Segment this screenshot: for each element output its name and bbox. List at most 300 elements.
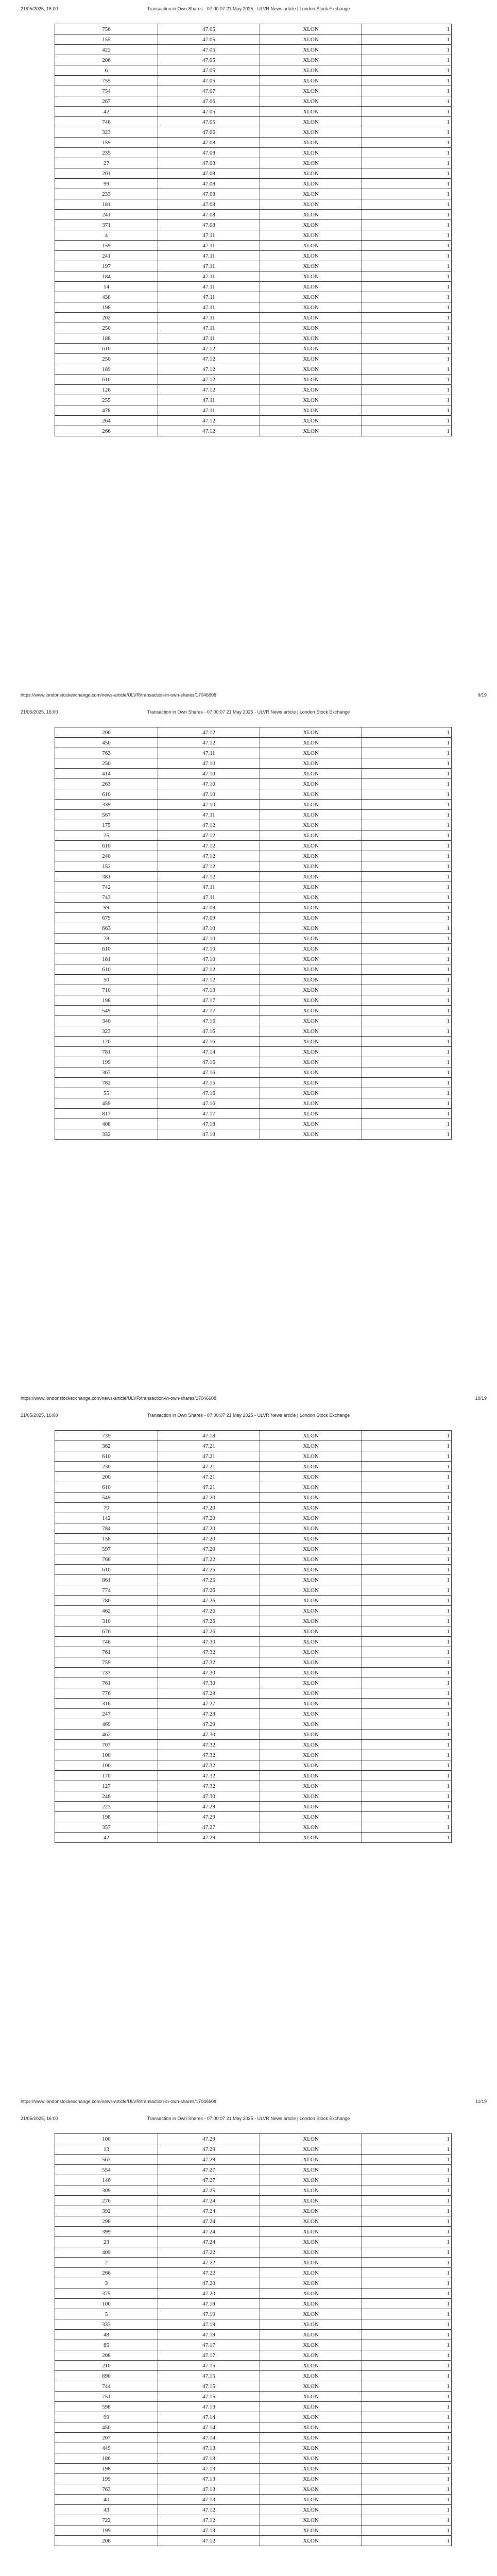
volume-cell: 861 xyxy=(55,1575,158,1585)
trade-cell: 1 xyxy=(362,1565,452,1575)
venue-cell: XLON xyxy=(260,2536,362,2546)
trade-cell: 1 xyxy=(362,2134,452,2144)
page xyxy=(0,1406,497,2110)
price-cell: 47.11 xyxy=(158,282,260,292)
volume-cell: 679 xyxy=(55,913,158,923)
price-cell: 47.13 xyxy=(158,2484,260,2495)
venue-cell: XLON xyxy=(260,1730,362,1740)
trade-cell: 1 xyxy=(362,1575,452,1585)
volume-cell: 782 xyxy=(55,1078,158,1088)
trade-cell: 1 xyxy=(362,107,452,117)
table-row xyxy=(55,2371,452,2381)
table-row xyxy=(55,851,452,861)
venue-cell: XLON xyxy=(260,2505,362,2515)
venue-cell: XLON xyxy=(260,882,362,892)
table-row xyxy=(55,1606,452,1616)
source-url: https://www.londonstockexchange.com/news-article/ULVR/transaction-in-own-shares/17046608 xyxy=(21,692,217,698)
trade-cell: 1 xyxy=(362,1833,452,1843)
table-row xyxy=(55,789,452,800)
price-cell: 47.24 xyxy=(158,2196,260,2206)
price-cell: 47.20 xyxy=(158,1523,260,1534)
page-footer xyxy=(0,1395,497,1402)
venue-cell: XLON xyxy=(260,2237,362,2247)
venue-cell: XLON xyxy=(260,1006,362,1016)
volume-cell: 739 xyxy=(55,1431,158,1441)
venue-cell: XLON xyxy=(260,395,362,405)
volume-cell: 754 xyxy=(55,86,158,96)
volume-cell: 70 xyxy=(55,1503,158,1513)
table-row xyxy=(55,2536,452,2546)
price-cell: 47.08 xyxy=(158,220,260,230)
table-row xyxy=(55,1771,452,1781)
volume-cell: 159 xyxy=(55,138,158,148)
table-row xyxy=(55,913,452,923)
table-row xyxy=(55,158,452,168)
volume-cell: 392 xyxy=(55,2206,158,2216)
table-row xyxy=(55,405,452,416)
trade-cell: 1 xyxy=(362,2515,452,2526)
trade-cell: 1 xyxy=(362,2464,452,2474)
volume-cell: 99 xyxy=(55,179,158,189)
price-cell: 47.30 xyxy=(158,1791,260,1802)
document-title: Transaction in Own Shares - 07:00:07 21 May 2025 - ULVR News article | London Stock Exchange xyxy=(147,709,350,715)
venue-cell: XLON xyxy=(260,1771,362,1781)
print-date: 21/05/2025, 16:00 xyxy=(21,709,58,715)
table-row xyxy=(55,86,452,96)
volume-cell: 199 xyxy=(55,1057,158,1067)
volume-cell: 198 xyxy=(55,1812,158,1822)
volume-cell: 422 xyxy=(55,45,158,55)
volume-cell: 146 xyxy=(55,2175,158,2185)
price-cell: 47.12 xyxy=(158,975,260,985)
volume-cell: 181 xyxy=(55,199,158,210)
trade-cell: 1 xyxy=(362,2526,452,2536)
volume-cell: 198 xyxy=(55,995,158,1006)
price-cell: 47.19 xyxy=(158,2330,260,2340)
price-cell: 47.11 xyxy=(158,892,260,903)
volume-cell: 722 xyxy=(55,2515,158,2526)
table-row xyxy=(55,1078,452,1088)
volume-cell: 142 xyxy=(55,1513,158,1523)
price-cell: 47.12 xyxy=(158,851,260,861)
trade-cell: 1 xyxy=(362,2268,452,2278)
volume-cell: 200 xyxy=(55,727,158,738)
price-cell: 47.12 xyxy=(158,820,260,831)
price-cell: 47.10 xyxy=(158,789,260,800)
trade-cell: 1 xyxy=(362,1771,452,1781)
page xyxy=(0,0,497,703)
trade-cell: 1 xyxy=(362,1647,452,1657)
venue-cell: XLON xyxy=(260,1740,362,1750)
price-cell: 47.11 xyxy=(158,748,260,758)
price-cell: 47.11 xyxy=(158,333,260,344)
volume-cell: 610 xyxy=(55,344,158,354)
print-date: 21/05/2025, 16:00 xyxy=(21,1413,58,1418)
trade-cell: 1 xyxy=(362,913,452,923)
trade-cell: 1 xyxy=(362,2278,452,2289)
trade-cell: 1 xyxy=(362,86,452,96)
table-row xyxy=(55,55,452,65)
table-row xyxy=(55,282,452,292)
price-cell: 47.20 xyxy=(158,1503,260,1513)
volume-cell: 100 xyxy=(55,1760,158,1771)
table-row xyxy=(55,2392,452,2402)
trade-cell: 1 xyxy=(362,230,452,241)
volume-cell: 690 xyxy=(55,2371,158,2381)
trade-cell: 1 xyxy=(362,364,452,375)
volume-cell: 450 xyxy=(55,738,158,748)
table-row xyxy=(55,2422,452,2433)
price-cell: 47.20 xyxy=(158,1493,260,1503)
venue-cell: XLON xyxy=(260,117,362,127)
trade-cell: 1 xyxy=(362,903,452,913)
table-row xyxy=(55,1431,452,1441)
volume-cell: 761 xyxy=(55,1647,158,1657)
table-row xyxy=(55,1523,452,1534)
table-row xyxy=(55,2361,452,2371)
trade-cell: 1 xyxy=(362,2381,452,2392)
venue-cell: XLON xyxy=(260,189,362,199)
table-row xyxy=(55,1688,452,1699)
price-cell: 47.12 xyxy=(158,426,260,436)
venue-cell: XLON xyxy=(260,1544,362,1554)
price-cell: 47.32 xyxy=(158,1740,260,1750)
volume-cell: 276 xyxy=(55,2196,158,2206)
price-cell: 47.20 xyxy=(158,1544,260,1554)
price-cell: 47.08 xyxy=(158,138,260,148)
volume-cell: 263 xyxy=(55,779,158,789)
venue-cell: XLON xyxy=(260,2392,362,2402)
table-row xyxy=(55,1109,452,1119)
volume-cell: 127 xyxy=(55,1781,158,1791)
venue-cell: XLON xyxy=(260,354,362,364)
trade-cell: 1 xyxy=(362,1544,452,1554)
trade-cell: 1 xyxy=(362,1523,452,1534)
trade-cell: 1 xyxy=(362,779,452,789)
table-row xyxy=(55,1067,452,1078)
venue-cell: XLON xyxy=(260,2453,362,2464)
volume-cell: 663 xyxy=(55,923,158,934)
price-cell: 47.12 xyxy=(158,375,260,385)
table-row xyxy=(55,35,452,45)
volume-cell: 266 xyxy=(55,2268,158,2278)
venue-cell: XLON xyxy=(260,138,362,148)
trade-cell: 1 xyxy=(362,1037,452,1047)
volume-cell: 223 xyxy=(55,1802,158,1812)
trade-cell: 1 xyxy=(362,841,452,851)
volume-cell: 266 xyxy=(55,426,158,436)
trade-cell: 1 xyxy=(362,727,452,738)
venue-cell: XLON xyxy=(260,76,362,86)
trade-cell: 1 xyxy=(362,748,452,758)
venue-cell: XLON xyxy=(260,282,362,292)
table-row xyxy=(55,2402,452,2412)
volume-cell: 610 xyxy=(55,1565,158,1575)
transactions-table xyxy=(55,1430,452,1843)
volume-cell: 188 xyxy=(55,333,158,344)
venue-cell: XLON xyxy=(260,385,362,395)
volume-cell: 375 xyxy=(55,2289,158,2299)
table-row xyxy=(55,769,452,779)
volume-cell: 247 xyxy=(55,1709,158,1719)
trade-cell: 1 xyxy=(362,45,452,55)
table-row xyxy=(55,2155,452,2165)
volume-cell: 27 xyxy=(55,158,158,168)
table-row xyxy=(55,2330,452,2340)
volume-cell: 5 xyxy=(55,2309,158,2319)
trade-cell: 1 xyxy=(362,2474,452,2484)
trade-cell: 1 xyxy=(362,2340,452,2350)
venue-cell: XLON xyxy=(260,272,362,282)
venue-cell: XLON xyxy=(260,230,362,241)
venue-cell: XLON xyxy=(260,1678,362,1688)
price-cell: 47.08 xyxy=(158,168,260,179)
trade-cell: 1 xyxy=(362,2484,452,2495)
price-cell: 47.11 xyxy=(158,241,260,251)
table-row xyxy=(55,975,452,985)
volume-cell: 371 xyxy=(55,220,158,230)
price-cell: 47.15 xyxy=(158,1078,260,1088)
trade-cell: 1 xyxy=(362,934,452,944)
volume-cell: 250 xyxy=(55,323,158,333)
volume-cell: 780 xyxy=(55,1596,158,1606)
volume-cell: 610 xyxy=(55,789,158,800)
volume-cell: 198 xyxy=(55,302,158,313)
trade-cell: 1 xyxy=(362,426,452,436)
price-cell: 47.12 xyxy=(158,2515,260,2526)
venue-cell: XLON xyxy=(260,820,362,831)
trade-cell: 1 xyxy=(362,2422,452,2433)
venue-cell: XLON xyxy=(260,727,362,738)
venue-cell: XLON xyxy=(260,1719,362,1730)
price-cell: 47.12 xyxy=(158,738,260,748)
trade-cell: 1 xyxy=(362,1482,452,1493)
trade-cell: 1 xyxy=(362,168,452,179)
trade-cell: 1 xyxy=(362,1472,452,1482)
volume-cell: 170 xyxy=(55,1771,158,1781)
table-row xyxy=(55,738,452,748)
trade-cell: 1 xyxy=(362,2299,452,2309)
trade-cell: 1 xyxy=(362,344,452,354)
table-row xyxy=(55,2185,452,2196)
price-cell: 47.28 xyxy=(158,1709,260,1719)
volume-cell: 200 xyxy=(55,1472,158,1482)
trade-cell: 1 xyxy=(362,2216,452,2227)
price-cell: 47.10 xyxy=(158,758,260,769)
venue-cell: XLON xyxy=(260,2464,362,2474)
venue-cell: XLON xyxy=(260,913,362,923)
volume-cell: 774 xyxy=(55,1585,158,1596)
trade-cell: 1 xyxy=(362,179,452,189)
table-row xyxy=(55,385,452,395)
table-row xyxy=(55,1088,452,1098)
price-cell: 47.12 xyxy=(158,831,260,841)
venue-cell: XLON xyxy=(260,2299,362,2309)
venue-cell: XLON xyxy=(260,1534,362,1544)
venue-cell: XLON xyxy=(260,1637,362,1647)
table-row xyxy=(55,1026,452,1037)
price-cell: 47.27 xyxy=(158,1822,260,1833)
table-row xyxy=(55,800,452,810)
volume-cell: 707 xyxy=(55,1740,158,1750)
venue-cell: XLON xyxy=(260,2319,362,2330)
trade-cell: 1 xyxy=(362,65,452,76)
table-row xyxy=(55,65,452,76)
volume-cell: 298 xyxy=(55,2216,158,2227)
venue-cell: XLON xyxy=(260,405,362,416)
print-date: 21/05/2025, 16:00 xyxy=(21,6,58,11)
venue-cell: XLON xyxy=(260,851,362,861)
venue-cell: XLON xyxy=(260,1088,362,1098)
venue-cell: XLON xyxy=(260,1493,362,1503)
venue-cell: XLON xyxy=(260,934,362,944)
price-cell: 47.20 xyxy=(158,2278,260,2289)
trade-cell: 1 xyxy=(362,272,452,282)
volume-cell: 100 xyxy=(55,1750,158,1760)
trade-cell: 1 xyxy=(362,2330,452,2340)
volume-cell: 235 xyxy=(55,148,158,158)
trade-cell: 1 xyxy=(362,872,452,882)
venue-cell: XLON xyxy=(260,1016,362,1026)
trade-cell: 1 xyxy=(362,2289,452,2299)
trade-cell: 1 xyxy=(362,1668,452,1678)
venue-cell: XLON xyxy=(260,2144,362,2155)
venue-cell: XLON xyxy=(260,831,362,841)
trade-cell: 1 xyxy=(362,2165,452,2175)
table-row xyxy=(55,2474,452,2484)
volume-cell: 610 xyxy=(55,964,158,975)
trade-cell: 1 xyxy=(362,1016,452,1026)
price-cell: 47.06 xyxy=(158,96,260,107)
table-row xyxy=(55,1647,452,1657)
volume-cell: 409 xyxy=(55,2247,158,2258)
price-cell: 47.29 xyxy=(158,2144,260,2155)
venue-cell: XLON xyxy=(260,2371,362,2381)
trade-cell: 1 xyxy=(362,1441,452,1451)
table-row xyxy=(55,395,452,405)
trade-cell: 1 xyxy=(362,1057,452,1067)
table-row xyxy=(55,2247,452,2258)
price-cell: 47.25 xyxy=(158,1565,260,1575)
trade-cell: 1 xyxy=(362,261,452,272)
trade-cell: 1 xyxy=(362,416,452,426)
venue-cell: XLON xyxy=(260,1565,362,1575)
venue-cell: XLON xyxy=(260,2515,362,2526)
trade-cell: 1 xyxy=(362,241,452,251)
table-row xyxy=(55,831,452,841)
table-row xyxy=(55,2443,452,2453)
venue-cell: XLON xyxy=(260,179,362,189)
volume-cell: 340 xyxy=(55,1016,158,1026)
table-row xyxy=(55,2258,452,2268)
venue-cell: XLON xyxy=(260,1699,362,1709)
price-cell: 47.11 xyxy=(158,882,260,892)
transactions-table xyxy=(55,727,452,1140)
volume-cell: 449 xyxy=(55,2443,158,2453)
price-cell: 47.08 xyxy=(158,199,260,210)
venue-cell: XLON xyxy=(260,1451,362,1462)
venue-cell: XLON xyxy=(260,302,362,313)
venue-cell: XLON xyxy=(260,2289,362,2299)
table-row xyxy=(55,272,452,282)
venue-cell: XLON xyxy=(260,985,362,995)
venue-cell: XLON xyxy=(260,1523,362,1534)
table-row xyxy=(55,2464,452,2474)
table-row xyxy=(55,820,452,831)
volume-cell: 255 xyxy=(55,395,158,405)
table-row xyxy=(55,944,452,954)
volume-cell: 316 xyxy=(55,1699,158,1709)
venue-cell: XLON xyxy=(260,2278,362,2289)
table-row xyxy=(55,1016,452,1026)
volume-cell: 241 xyxy=(55,251,158,261)
price-cell: 47.19 xyxy=(158,2299,260,2309)
table-row xyxy=(55,1462,452,1472)
venue-cell: XLON xyxy=(260,2216,362,2227)
trade-cell: 1 xyxy=(362,1006,452,1016)
table-row xyxy=(55,1750,452,1760)
price-cell: 47.10 xyxy=(158,923,260,934)
venue-cell: XLON xyxy=(260,1503,362,1513)
trade-cell: 1 xyxy=(362,861,452,872)
volume-cell: 414 xyxy=(55,769,158,779)
table-row xyxy=(55,903,452,913)
venue-cell: XLON xyxy=(260,861,362,872)
trade-cell: 1 xyxy=(362,2309,452,2319)
venue-cell: XLON xyxy=(260,903,362,913)
volume-cell: 756 xyxy=(55,24,158,35)
price-cell: 47.16 xyxy=(158,1067,260,1078)
venue-cell: XLON xyxy=(260,738,362,748)
table-row xyxy=(55,117,452,127)
venue-cell: XLON xyxy=(260,2402,362,2412)
venue-cell: XLON xyxy=(260,127,362,138)
trade-cell: 1 xyxy=(362,1802,452,1812)
venue-cell: XLON xyxy=(260,35,362,45)
volume-cell: 781 xyxy=(55,1047,158,1057)
table-row xyxy=(55,1637,452,1647)
trade-cell: 1 xyxy=(362,158,452,168)
volume-cell: 478 xyxy=(55,405,158,416)
price-cell: 47.30 xyxy=(158,1668,260,1678)
price-cell: 47.20 xyxy=(158,1534,260,1544)
venue-cell: XLON xyxy=(260,841,362,851)
volume-cell: 549 xyxy=(55,1006,158,1016)
venue-cell: XLON xyxy=(260,975,362,985)
trade-cell: 1 xyxy=(362,127,452,138)
trade-cell: 1 xyxy=(362,395,452,405)
venue-cell: XLON xyxy=(260,1657,362,1668)
price-cell: 47.05 xyxy=(158,117,260,127)
trade-cell: 1 xyxy=(362,1513,452,1523)
price-cell: 47.24 xyxy=(158,2216,260,2227)
table-row xyxy=(55,1596,452,1606)
price-cell: 47.32 xyxy=(158,1781,260,1791)
trade-cell: 1 xyxy=(362,385,452,395)
trade-cell: 1 xyxy=(362,1585,452,1596)
volume-cell: 250 xyxy=(55,354,158,364)
price-cell: 47.26 xyxy=(158,1616,260,1626)
table-row xyxy=(55,138,452,148)
price-cell: 47.18 xyxy=(158,1119,260,1129)
volume-cell: 14 xyxy=(55,282,158,292)
volume-cell: 763 xyxy=(55,748,158,758)
trade-cell: 1 xyxy=(362,800,452,810)
price-cell: 47.15 xyxy=(158,2392,260,2402)
table-row xyxy=(55,1719,452,1730)
trade-cell: 1 xyxy=(362,851,452,861)
table-row xyxy=(55,344,452,354)
